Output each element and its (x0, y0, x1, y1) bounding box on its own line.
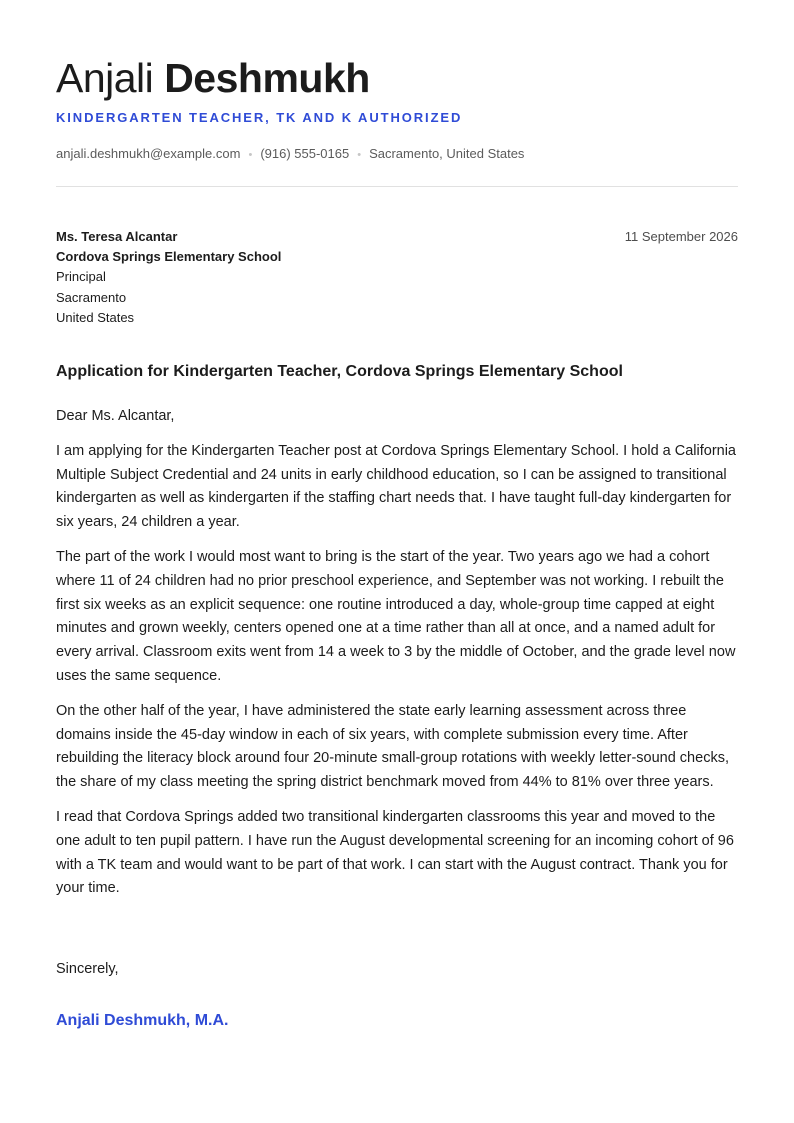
recipient-country: United States (56, 309, 135, 325)
recipient-city: Sacramento (56, 289, 127, 305)
salutation: Dear Ms. Alcantar, (56, 408, 175, 424)
recipient-role: Principal (56, 269, 106, 285)
closing: Sincerely, (56, 961, 119, 977)
contact-line (56, 145, 524, 164)
letter-body (56, 440, 738, 913)
header-divider (56, 186, 738, 187)
applicant-first-name: Anjali (56, 55, 154, 101)
letter-subject: Application for Kindergarten Teacher, Cordova Springs Elementary School (56, 363, 623, 380)
contact-separator: • (357, 149, 362, 161)
recipient-block (56, 227, 281, 328)
applicant-title: KINDERGARTEN TEACHER, TK AND K AUTHORIZED (56, 110, 463, 125)
recipient-name: Ms. Teresa Alcantar (56, 229, 178, 244)
applicant-last-name: Deshmukh (164, 55, 370, 101)
contact-location: Sacramento, United States (369, 146, 525, 161)
body-paragraph: I read that Cordova Springs added two transitional kindergarten classrooms this year and moved to the one adult to ten pupil pattern. I have run the August developmental screening for an incoming cohort of 96 with a TK team and would want to be part of that work. I can start with the August contract. Thank you for your time. (56, 809, 734, 897)
contact-separator: • (248, 149, 253, 161)
body-paragraph: The part of the work I would most want to bring is the start of the year. Two years ago we had a cohort where 11 of 24 children had no prior preschool experience, and September was not working. I rebuilt the first six weeks as an explicit sequence: one routine introduced a day, whole-group time capped at eight minutes and grown weekly, centers opened one at a time rather than all at once, and a named adult for every arrival. Classroom exits went from 14 a week to 3 by the middle of October, and the grade level now uses the same sequence. (56, 549, 736, 684)
recipient-organization: Cordova Springs Elementary School (56, 249, 282, 265)
contact-phone: (916) 555-0165 (260, 146, 350, 161)
letter-date: 11 September 2026 (624, 229, 738, 244)
body-paragraph: On the other half of the year, I have administered the state early learning assessment across three domains inside the 45-day window in each of six years, with complete submission every time. After rebuilding the literacy block around four 20-minute small-group rotations with weekly letter-sound checks, the share of my class meeting the spring district benchmark moved from 44% to 81% over three years. (56, 703, 729, 791)
signature: Anjali Deshmukh, M.A. (56, 1012, 229, 1029)
body-paragraph: I am applying for the Kindergarten Teacher post at Cordova Springs Elementary School. I hold a California Multiple Subject Credential and 24 units in early childhood education, so I can be assigned to transitional kindergarten as well as kindergarten if the staffing chart needs that. I have taught full-day kindergarten for six years, 24 children a year. (56, 443, 736, 531)
contact-email: anjali.deshmukh@example.com (56, 146, 241, 161)
applicant-name (56, 52, 370, 104)
